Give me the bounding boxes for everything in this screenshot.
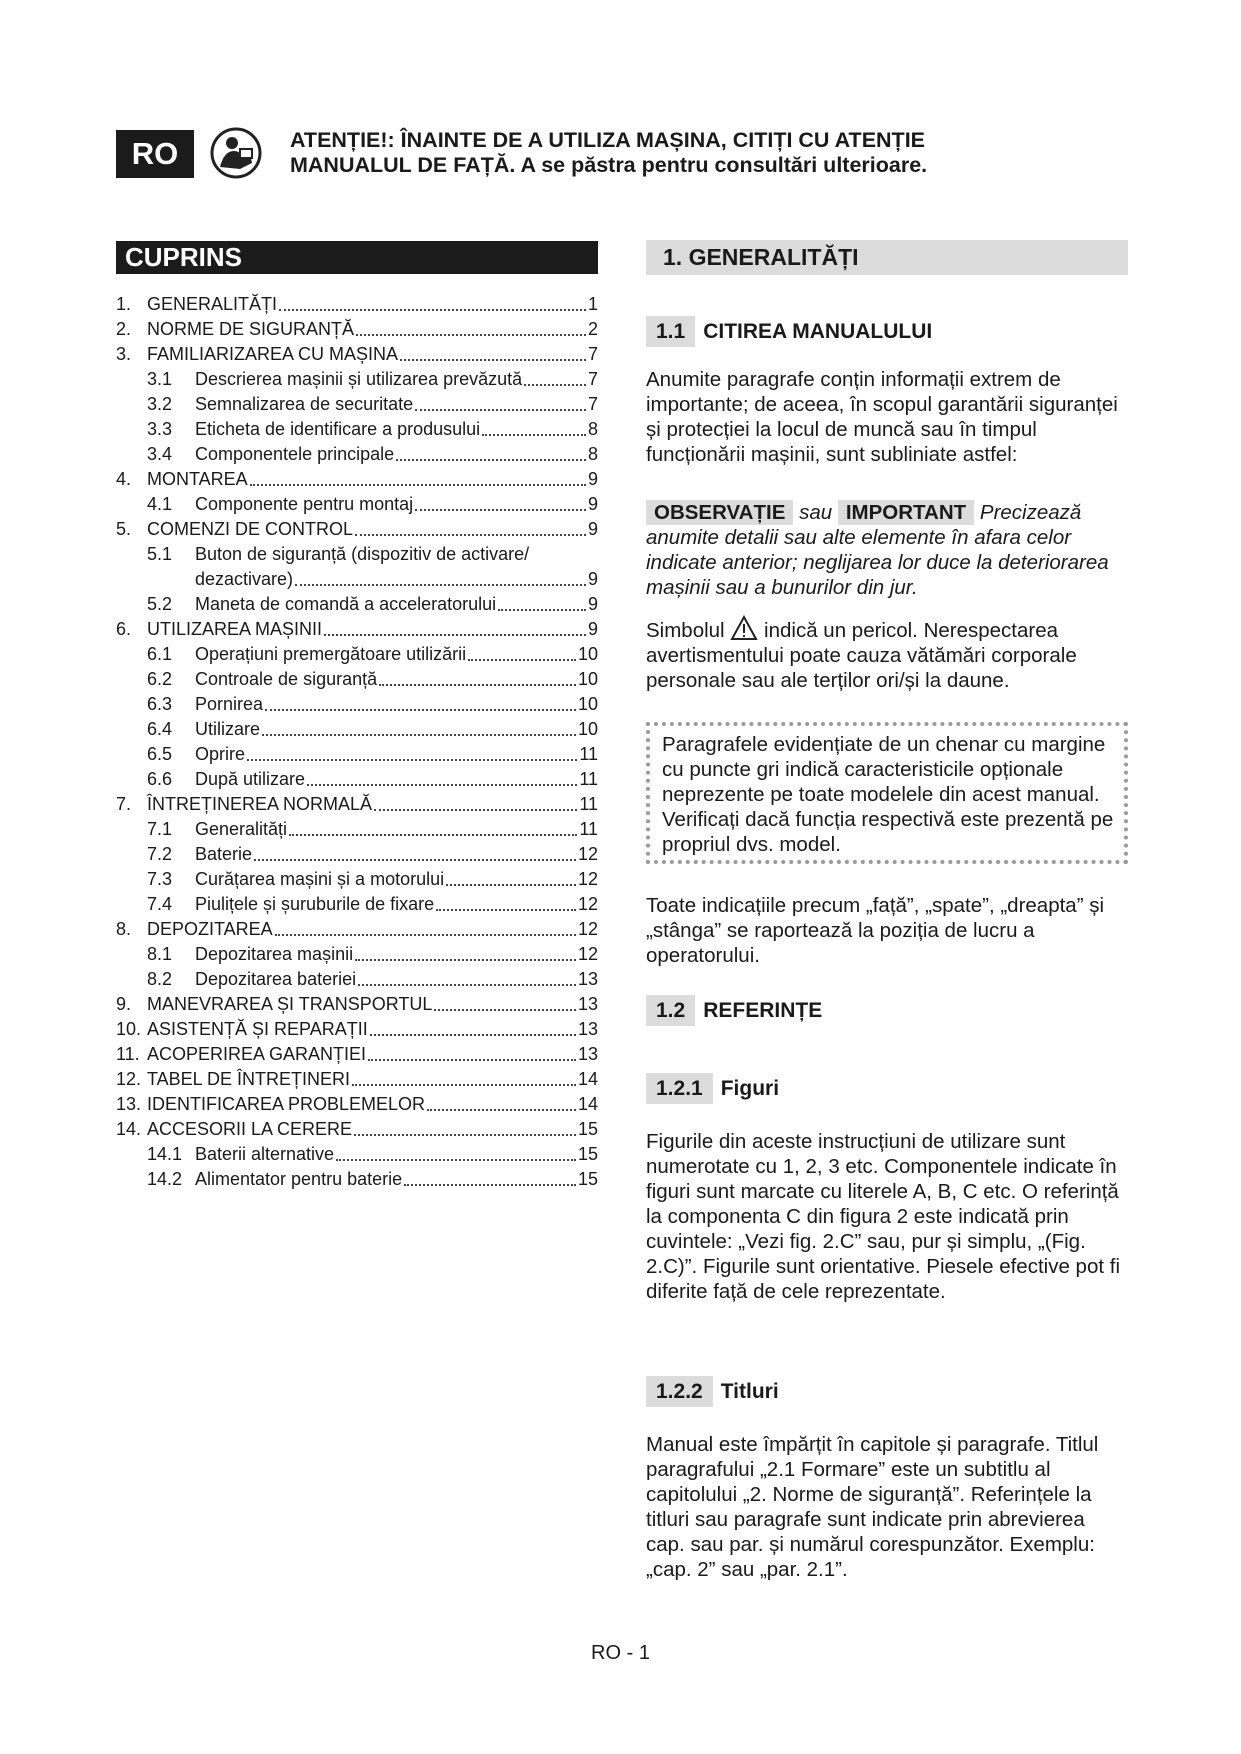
toc-number: 7.1: [147, 819, 173, 839]
titles-paragraph: Manual este împărțit în capitole și paragrafe. Titlul paragrafului „2.1 Formare” este un subtitlu al capitolului „2. Norme de siguranță”. Referințele la titluri sau paragrafe sunt indicate prin abrevierea cap. sau par. și numărul corespunzător. Exemplu: „cap. 2” sau „par. 2.1”.: [646, 1433, 1099, 1581]
toc-page-number: 11: [579, 769, 598, 789]
toc-number: 6.2: [147, 669, 173, 689]
toc-page-number: 9: [587, 469, 598, 489]
toc-row: [116, 865, 598, 890]
header-warning: [290, 128, 1050, 178]
toc-page-number: 13: [577, 1019, 598, 1039]
toc-row: [116, 340, 598, 365]
toc-label: ACCESORII LA CERERE: [147, 1119, 353, 1139]
toc-row: [116, 840, 598, 865]
toc-number: 6.5: [147, 744, 173, 764]
toc-number: 2.: [116, 319, 132, 339]
figures-paragraph: Figurile din aceste instrucțiuni de utilizare sunt numerotate cu 1, 2, 3 etc. Componentele indicate în figuri sunt marcate cu literele A, B, C etc. O referință la componenta C din figura 2 este indicată prin cuvintele: „Vezi fig. 2.C” sau, pur și simplu, „(Fig. 2.C)”. Figurile sunt orientative. Piesele efective pot fi diferite față de cele reprezentate.: [646, 1130, 1120, 1303]
toc-leader-dots: [427, 1108, 576, 1111]
toc-row: [116, 440, 598, 465]
toc-number: 10.: [116, 1019, 142, 1039]
toc-row: [116, 365, 598, 390]
toc-page-number: 10: [577, 694, 598, 714]
toc-number: 6.4: [147, 719, 173, 739]
toc-number: 5.1: [147, 544, 173, 564]
toc-page-number: 9: [587, 494, 598, 514]
toc-label: Depozitarea bateriei: [195, 969, 357, 989]
toc-row: [116, 1165, 598, 1190]
toc-leader-dots: [482, 433, 586, 436]
toc-page-number: 14: [577, 1069, 598, 1089]
language-badge: RO: [116, 130, 194, 178]
toc-row: [116, 915, 598, 940]
toc-page-number: 15: [577, 1119, 598, 1139]
toc-page-number: 8: [587, 419, 598, 439]
toc-number: 4.: [116, 469, 132, 489]
toc-label: NORME DE SIGURANȚĂ: [147, 319, 355, 339]
toc-row: [116, 590, 598, 615]
toc-number: 3.2: [147, 394, 173, 414]
toc-row: [116, 615, 598, 640]
toc-page-number: 13: [577, 1044, 598, 1064]
toc-number: 6.3: [147, 694, 173, 714]
toc-row: [116, 890, 598, 915]
toc-label: Oprire: [195, 744, 246, 764]
toc-page-number: 13: [577, 994, 598, 1014]
toc-page-number: 12: [577, 919, 598, 939]
toc-page-number: 2: [587, 319, 598, 339]
toc-number: 13.: [116, 1094, 142, 1114]
toc-leader-dots: [247, 758, 577, 761]
toc-leader-dots: [356, 333, 586, 336]
toc-label: Componente pentru montaj: [195, 494, 414, 514]
toc-label: Baterii alternative: [195, 1144, 335, 1164]
toc-row: [116, 1065, 598, 1090]
toc-leader-dots: [524, 383, 586, 386]
toc-label: COMENZI DE CONTROL: [147, 519, 354, 539]
toc-label: MANEVRAREA ȘI TRANSPORTUL: [147, 994, 433, 1014]
toc-row: [116, 290, 598, 315]
toc-number: 8.1: [147, 944, 173, 964]
toc-number: 6.1: [147, 644, 173, 664]
toc-row: [116, 940, 598, 965]
toc-row: [116, 315, 598, 340]
toc-number: 6.6: [147, 769, 173, 789]
toc-label: Eticheta de identificare a produsului: [195, 419, 481, 439]
toc-heading: CUPRINS: [116, 241, 598, 274]
heading-title: Titluri: [720, 1379, 779, 1403]
toc-row: [116, 815, 598, 840]
toc-leader-dots: [265, 708, 576, 711]
toc-label: Descrierea mașinii și utilizarea prevăzută: [195, 369, 523, 389]
toc-leader-dots: [324, 633, 586, 636]
read-manual-icon: [210, 127, 262, 179]
heading-title: REFERINȚE: [703, 998, 823, 1022]
toc-row: [116, 690, 598, 715]
danger-symbol-paragraph: [646, 615, 1128, 693]
paragraph-reading: Anumite paragrafe conțin informații extrem de importante; de aceea, în scopul garantării siguranței și protecției la locul de muncă sau în timpul funcționării mașinii, sunt subliniate astfel:: [646, 368, 1118, 466]
toc-number: 7.4: [147, 894, 173, 914]
toc-number: 11.: [116, 1044, 140, 1064]
toc-page-number: 15: [577, 1144, 598, 1164]
toc-row: [116, 1140, 598, 1165]
toc-row: [116, 540, 598, 565]
toc-leader-dots: [370, 1033, 576, 1036]
toc-row: [116, 490, 598, 515]
toc-label: MONTAREA: [147, 469, 248, 489]
toc-row: [116, 1115, 598, 1140]
toc-label: Operațiuni premergătoare utilizării: [195, 644, 467, 664]
toc-label: DEPOZITAREA: [147, 919, 273, 939]
toc-page-number: 9: [587, 569, 598, 589]
heading-number: 1.1: [646, 316, 695, 347]
toc-leader-dots: [404, 1183, 576, 1186]
toc-leader-dots: [352, 1083, 576, 1086]
toc-leader-dots: [396, 458, 586, 461]
toc-row: [116, 790, 598, 815]
toc-label: TABEL DE ÎNTREȚINERI: [147, 1069, 351, 1089]
toc-label: Baterie: [195, 844, 253, 864]
toc-leader-dots: [336, 1158, 576, 1161]
toc-label: Piulițele și șuruburile de fixare: [195, 894, 435, 914]
toc-label: Componentele principale: [195, 444, 395, 464]
toc-row: [116, 565, 598, 590]
toc-row: [116, 640, 598, 665]
toc-label: Pornirea: [195, 694, 264, 714]
toc-page-number: 14: [577, 1094, 598, 1114]
toc-leader-dots: [498, 608, 586, 611]
toc-number: 4.1: [147, 494, 173, 514]
toc-number: 14.2: [147, 1169, 183, 1189]
toc-page-number: 11: [579, 744, 598, 764]
toc-leader-dots: [275, 933, 576, 936]
header-warning-line1: ATENȚIE!: ÎNAINTE DE A UTILIZA MAȘINA, CITIȚI CU ATENȚIE: [290, 128, 926, 152]
toc-leader-dots: [468, 658, 576, 661]
toc-row: [116, 765, 598, 790]
toc-label: Controale de siguranță: [195, 669, 378, 689]
toc-row: [116, 415, 598, 440]
toc-row: [116, 740, 598, 765]
toc-row: [116, 1090, 598, 1115]
toc-page-number: 9: [587, 594, 598, 614]
toc-page-number: 11: [579, 819, 598, 839]
toc-number: 3.: [116, 344, 132, 364]
toc-leader-dots: [374, 808, 577, 811]
toc-number: 7.: [116, 794, 132, 814]
toc-number: 5.: [116, 519, 132, 539]
page-number: RO - 1: [591, 1642, 650, 1664]
toc-page-number: 10: [577, 669, 598, 689]
toc-row: [116, 1015, 598, 1040]
toc-page-number: 15: [577, 1169, 598, 1189]
toc-number: 6.: [116, 619, 132, 639]
observation-tag: OBSERVAȚIE: [646, 500, 793, 525]
toc-leader-dots: [358, 983, 576, 986]
toc-label: IDENTIFICAREA PROBLEMELOR: [147, 1094, 426, 1114]
toc-row: [116, 665, 598, 690]
toc-label: Maneta de comandă a acceleratorului: [195, 594, 497, 614]
toc-row: [116, 390, 598, 415]
toc-label: Curățarea mașini și a motorului: [195, 869, 445, 889]
toc-label: UTILIZAREA MAȘINII: [147, 619, 323, 639]
toc-page-number: 7: [587, 394, 598, 414]
toc-row: [116, 465, 598, 490]
heading-number: 1.2.2: [646, 1376, 713, 1407]
toc-page-number: 10: [577, 719, 598, 739]
toc-label: Buton de siguranță (dispozitiv de activare/: [195, 544, 530, 564]
toc-label: ÎNTREȚINEREA NORMALĂ: [147, 794, 373, 814]
toc-page-number: 9: [587, 619, 598, 639]
toc-label: ASISTENȚĂ ȘI REPARAȚII: [147, 1019, 368, 1039]
or-word: sau: [799, 501, 833, 524]
toc-label: Alimentator pentru baterie: [195, 1169, 403, 1189]
toc-number: 14.1: [147, 1144, 183, 1164]
toc-leader-dots: [354, 1133, 576, 1136]
header-warning-line2: MANUALUL DE FAȚĂ. A se păstra pentru consultări ulterioare.: [290, 153, 928, 177]
toc-leader-dots: [254, 858, 576, 861]
toc-label: FAMILIARIZAREA CU MAȘINA: [147, 344, 399, 364]
toc-row: [116, 715, 598, 740]
toc-leader-dots: [446, 883, 576, 886]
toc-number: 3.3: [147, 419, 173, 439]
symbol-text-before: Simbolul: [646, 619, 725, 642]
toc-number: 3.1: [147, 369, 173, 389]
heading-1-2-1: [646, 1073, 779, 1104]
warning-triangle-icon: [730, 615, 758, 641]
toc-leader-dots: [400, 358, 586, 361]
toc-leader-dots: [250, 483, 586, 486]
heading-title: Figuri: [720, 1076, 780, 1100]
toc-leader-dots: [262, 733, 576, 736]
toc-row: [116, 515, 598, 540]
toc-label: dezactivare): [195, 569, 294, 589]
toc-page-number: 13: [577, 969, 598, 989]
section-title: 1. GENERALITĂȚI: [646, 240, 1128, 275]
toc-leader-dots: [434, 1008, 576, 1011]
observation-text: Precizează anumite detalii sau alte elemente în afara celor indicate anterior; neglijarea lor duce la deteriorarea mașinii sau a bunurilor din jur.: [646, 501, 1109, 599]
toc-leader-dots: [307, 783, 577, 786]
toc-number: 9.: [116, 994, 132, 1014]
toc-label: Semnalizarea de securitate: [195, 394, 414, 414]
toc-page-number: 7: [587, 369, 598, 389]
toc-number: 7.3: [147, 869, 173, 889]
toc-page-number: 1: [587, 294, 598, 314]
heading-1-2: [646, 995, 822, 1026]
toc-leader-dots: [279, 308, 586, 311]
optional-features-text: Paragrafele evidențiate de un chenar cu margine cu puncte gri indică caracteristicile opționale neprezente pe toate modelele din acest manual. Verificați dacă funcția respectivă este prezentă pe propriul dvs. model.: [662, 733, 1114, 856]
orientation-paragraph: Toate indicațiile precum „față”, „spate”, „dreapta” și „stânga” se raportează la poziția de lucru a operatorului.: [646, 894, 1105, 967]
toc-leader-dots: [355, 533, 586, 536]
toc-leader-dots: [368, 1058, 576, 1061]
toc-leader-dots: [415, 508, 586, 511]
toc-number: 3.4: [147, 444, 173, 464]
heading-1-1: [646, 316, 932, 347]
toc-number: 14.: [116, 1119, 142, 1139]
toc-leader-dots: [415, 408, 586, 411]
toc-number: 8.2: [147, 969, 173, 989]
important-tag: IMPORTANT: [838, 500, 974, 525]
heading-title: CITIREA MANUALULUI: [703, 319, 933, 343]
toc-page-number: 8: [587, 444, 598, 464]
heading-number: 1.2: [646, 995, 695, 1026]
toc-page-number: 12: [577, 844, 598, 864]
toc-page-number: 7: [587, 344, 598, 364]
toc-label: Depozitarea mașinii: [195, 944, 354, 964]
toc-label: Utilizare: [195, 719, 261, 739]
toc-number: 1.: [116, 294, 132, 314]
toc-label: Generalități: [195, 819, 288, 839]
toc-leader-dots: [379, 683, 576, 686]
toc-page-number: 9: [587, 519, 598, 539]
heading-number: 1.2.1: [646, 1073, 713, 1104]
toc-page-number: 11: [579, 794, 598, 814]
toc-leader-dots: [436, 908, 576, 911]
toc-leader-dots: [295, 583, 586, 586]
observation-note: [646, 500, 1128, 600]
toc-leader-dots: [355, 958, 576, 961]
toc-number: 12.: [116, 1069, 142, 1089]
toc-page-number: 10: [577, 644, 598, 664]
toc-number: 5.2: [147, 594, 173, 614]
toc-page-number: 12: [577, 944, 598, 964]
toc-leader-dots: [289, 833, 577, 836]
toc-label: ACOPERIREA GARANȚIEI: [147, 1044, 367, 1064]
toc-number: 7.2: [147, 844, 173, 864]
toc-row: [116, 990, 598, 1015]
toc-page-number: 12: [577, 869, 598, 889]
symbol-text-after: indică un pericol. Nerespectarea avertismentului poate cauza vătămări corporale personale sau ale terților ori/și la daune.: [646, 619, 1077, 692]
toc-label: După utilizare: [195, 769, 306, 789]
toc-row: [116, 965, 598, 990]
toc-label: GENERALITĂȚI: [147, 294, 278, 314]
heading-1-2-2: [646, 1376, 779, 1407]
toc-page-number: 12: [577, 894, 598, 914]
toc-number: 8.: [116, 919, 132, 939]
toc-row: [116, 1040, 598, 1065]
